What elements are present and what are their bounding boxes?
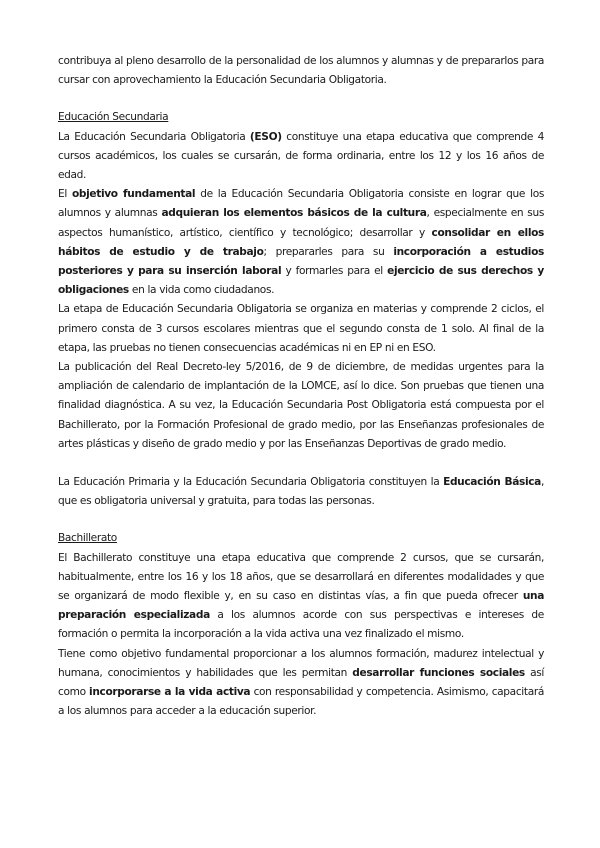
eso-paragraph-3: La etapa de Educación Secundaria Obligatoria se organiza en materias y comprende 2 ciclos, el primero consta de 3 cursos escolares mientras que el segundo consta de 1 solo. Al final de la etapa, las pruebas no tienen consecuencias académicas ni en EP ni en ESO. [58, 303, 544, 354]
eso-paragraph-4: La publicación del Real Decreto-ley 5/2016, de 9 de diciembre, de medidas urgentes para la ampliación de calendario de implantación de la LOMCE, así lo dice. Son pruebas que tienen una finalidad diagnóstica. A su vez, la Educación Secundaria Post Obligatoria está compuesta por el Bachillerato, por la Formación Profesional de grado medio, por las Enseñanzas profesionales de artes plásticas y diseño de grado medio y por las Enseñanzas Deportivas de grado medio. [58, 361, 544, 450]
bach-paragraph-2: Tiene como objetivo fundamental proporcionar a los alumnos formación, madurez intelectual y humana, conocimientos y habilidades que les permitan desarrollar funciones sociales así como incorporarse a la vida activa con responsabilidad y competencia. Asimismo, capacitará a los alumnos para acceder a la educación superior. [58, 647, 545, 718]
document-page [58, 52, 544, 722]
bach-paragraph-1: El Bachillerato constituye una etapa educativa que comprende 2 cursos, que se cursarán, habitualmente, entre los 16 y los 18 años, que se desarrollará en diferentes modalidades y que se organizará de modo flexible y, en su caso en distintas vías, a fin que pueda ofrecer una preparación especializada a los alumnos acorde con sus perspectivas e intereses de formación o permita la incorporación a la vida activa una vez finalizado el mismo. [58, 551, 544, 641]
eso-paragraph-2: El objetivo fundamental de la Educación Secundaria Obligatoria consiste en lograr que los alumnos y alumnas adquieran los elementos básicos de la cultura, especialmente en sus aspectos humanístico, artístico, científico y tecnológico; desarrollar y consolidar en ellos hábitos de estudio y de trabajo; prepararles para su incorporación a estudios posteriores y para su inserción laboral y formarles para el ejercicio de sus derechos y obligaciones en la vida como ciudadanos. [58, 188, 545, 297]
section-heading-eso: Educación Secundaria [58, 111, 169, 124]
intro-paragraph: contribuya al pleno desarrollo de la personalidad de los alumnos y alumnas y de prepararlos para cursar con aprovechamiento la Educación Secundaria Obligatoria. [58, 55, 544, 87]
basica-paragraph: La Educación Primaria y la Educación Secundaria Obligatoria constituyen la Educación Básica, que es obligatoria universal y gratuita, para todas las personas. [58, 476, 544, 508]
eso-paragraph-1: La Educación Secundaria Obligatoria (ESO) constituye una etapa educativa que comprende 4 cursos académicos, los cuales se cursarán, de forma ordinaria, entre los 12 y los 16 años de edad. [58, 130, 544, 182]
section-heading-bachillerato: Bachillerato [58, 532, 117, 545]
